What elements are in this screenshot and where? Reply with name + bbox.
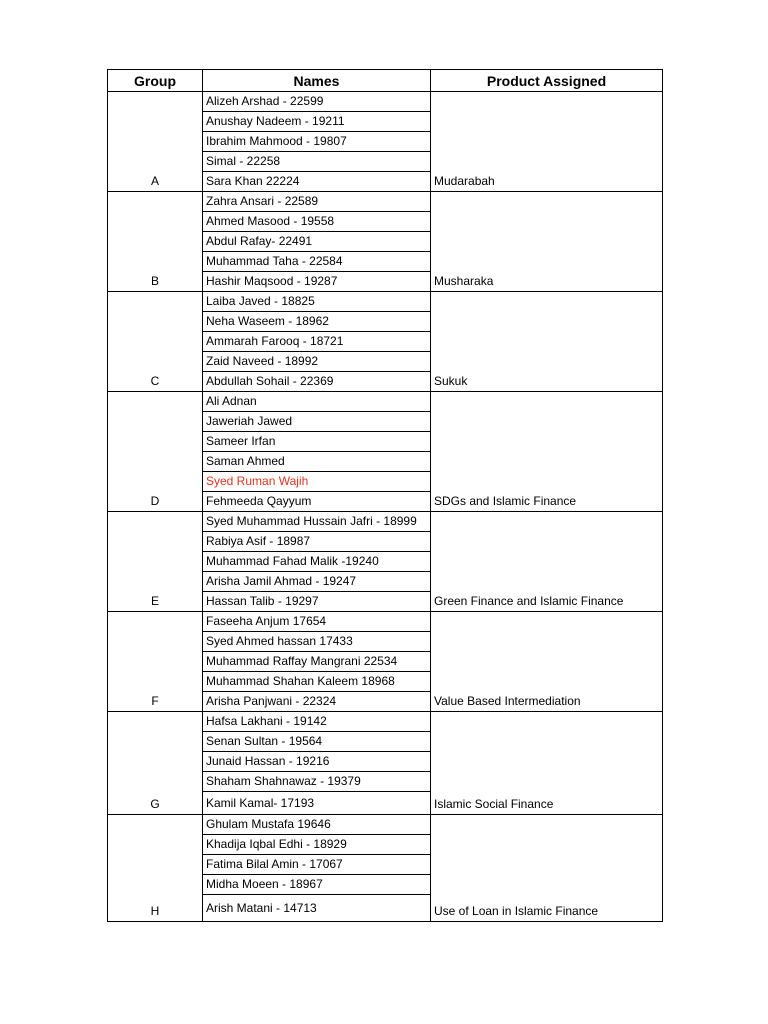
member-name: Jaweriah Jawed bbox=[203, 412, 431, 432]
member-name: Ahmed Masood - 19558 bbox=[203, 212, 431, 232]
member-name: Syed Muhammad Hussain Jafri - 18999 bbox=[203, 512, 431, 532]
member-name: Senan Sultan - 19564 bbox=[203, 732, 431, 752]
member-name: Ammarah Farooq - 18721 bbox=[203, 332, 431, 352]
member-name: Abdul Rafay- 22491 bbox=[203, 232, 431, 252]
header-product: Product Assigned bbox=[431, 70, 663, 92]
member-name: Muhammad Taha - 22584 bbox=[203, 252, 431, 272]
member-name: Syed Ruman Wajih bbox=[203, 472, 431, 492]
table-row bbox=[108, 815, 663, 835]
product-assigned: Musharaka bbox=[431, 192, 663, 292]
product-assigned: Sukuk bbox=[431, 292, 663, 392]
member-name: Ibrahim Mahmood - 19807 bbox=[203, 132, 431, 152]
member-name: Muhammad Fahad Malik -19240 bbox=[203, 552, 431, 572]
table-row bbox=[108, 512, 663, 532]
product-assigned: Green Finance and Islamic Finance bbox=[431, 512, 663, 612]
member-name: Anushay Nadeem - 19211 bbox=[203, 112, 431, 132]
member-name: Fatima Bilal Amin - 17067 bbox=[203, 855, 431, 875]
member-name: Neha Waseem - 18962 bbox=[203, 312, 431, 332]
product-assigned: Mudarabah bbox=[431, 92, 663, 192]
product-assigned: SDGs and Islamic Finance bbox=[431, 392, 663, 512]
group-assignment-table bbox=[107, 69, 663, 922]
member-name: Kamil Kamal- 17193 bbox=[203, 792, 431, 815]
member-name: Khadija Iqbal Edhi - 18929 bbox=[203, 835, 431, 855]
member-name: Hafsa Lakhani - 19142 bbox=[203, 712, 431, 732]
member-name: Alizeh Arshad - 22599 bbox=[203, 92, 431, 112]
group-label: A bbox=[108, 92, 203, 192]
member-name: Junaid Hassan - 19216 bbox=[203, 752, 431, 772]
member-name: Ghulam Mustafa 19646 bbox=[203, 815, 431, 835]
member-name: Shaham Shahnawaz - 19379 bbox=[203, 772, 431, 792]
table-row bbox=[108, 712, 663, 732]
product-assigned: Use of Loan in Islamic Finance bbox=[431, 815, 663, 922]
member-name: Rabiya Asif - 18987 bbox=[203, 532, 431, 552]
member-name: Ali Adnan bbox=[203, 392, 431, 412]
member-name: Arisha Panjwani - 22324 bbox=[203, 692, 431, 712]
table-row bbox=[108, 192, 663, 212]
group-label: B bbox=[108, 192, 203, 292]
header-row bbox=[108, 70, 663, 92]
group-label: H bbox=[108, 815, 203, 922]
member-name: Syed Ahmed hassan 17433 bbox=[203, 632, 431, 652]
member-name: Zaid Naveed - 18992 bbox=[203, 352, 431, 372]
member-name: Abdullah Sohail - 22369 bbox=[203, 372, 431, 392]
member-name: Simal - 22258 bbox=[203, 152, 431, 172]
table-row bbox=[108, 612, 663, 632]
member-name: Sameer Irfan bbox=[203, 432, 431, 452]
member-name: Laiba Javed - 18825 bbox=[203, 292, 431, 312]
member-name: Arish Matani - 14713 bbox=[203, 895, 431, 922]
table-body bbox=[108, 92, 663, 922]
group-label: C bbox=[108, 292, 203, 392]
member-name: Muhammad Shahan Kaleem 18968 bbox=[203, 672, 431, 692]
group-label: E bbox=[108, 512, 203, 612]
member-name: Fehmeeda Qayyum bbox=[203, 492, 431, 512]
member-name: Faseeha Anjum 17654 bbox=[203, 612, 431, 632]
table-row bbox=[108, 292, 663, 312]
member-name: Saman Ahmed bbox=[203, 452, 431, 472]
group-label: F bbox=[108, 612, 203, 712]
member-name: Midha Moeen - 18967 bbox=[203, 875, 431, 895]
header-group: Group bbox=[108, 70, 203, 92]
member-name: Zahra Ansari - 22589 bbox=[203, 192, 431, 212]
member-name: Hashir Maqsood - 19287 bbox=[203, 272, 431, 292]
table-row bbox=[108, 92, 663, 112]
product-assigned: Islamic Social Finance bbox=[431, 712, 663, 815]
group-label: D bbox=[108, 392, 203, 512]
product-assigned: Value Based Intermediation bbox=[431, 612, 663, 712]
member-name: Muhammad Raffay Mangrani 22534 bbox=[203, 652, 431, 672]
header-names: Names bbox=[203, 70, 431, 92]
member-name: Sara Khan 22224 bbox=[203, 172, 431, 192]
member-name: Arisha Jamil Ahmad - 19247 bbox=[203, 572, 431, 592]
group-label: G bbox=[108, 712, 203, 815]
member-name: Hassan Talib - 19297 bbox=[203, 592, 431, 612]
table-row bbox=[108, 392, 663, 412]
